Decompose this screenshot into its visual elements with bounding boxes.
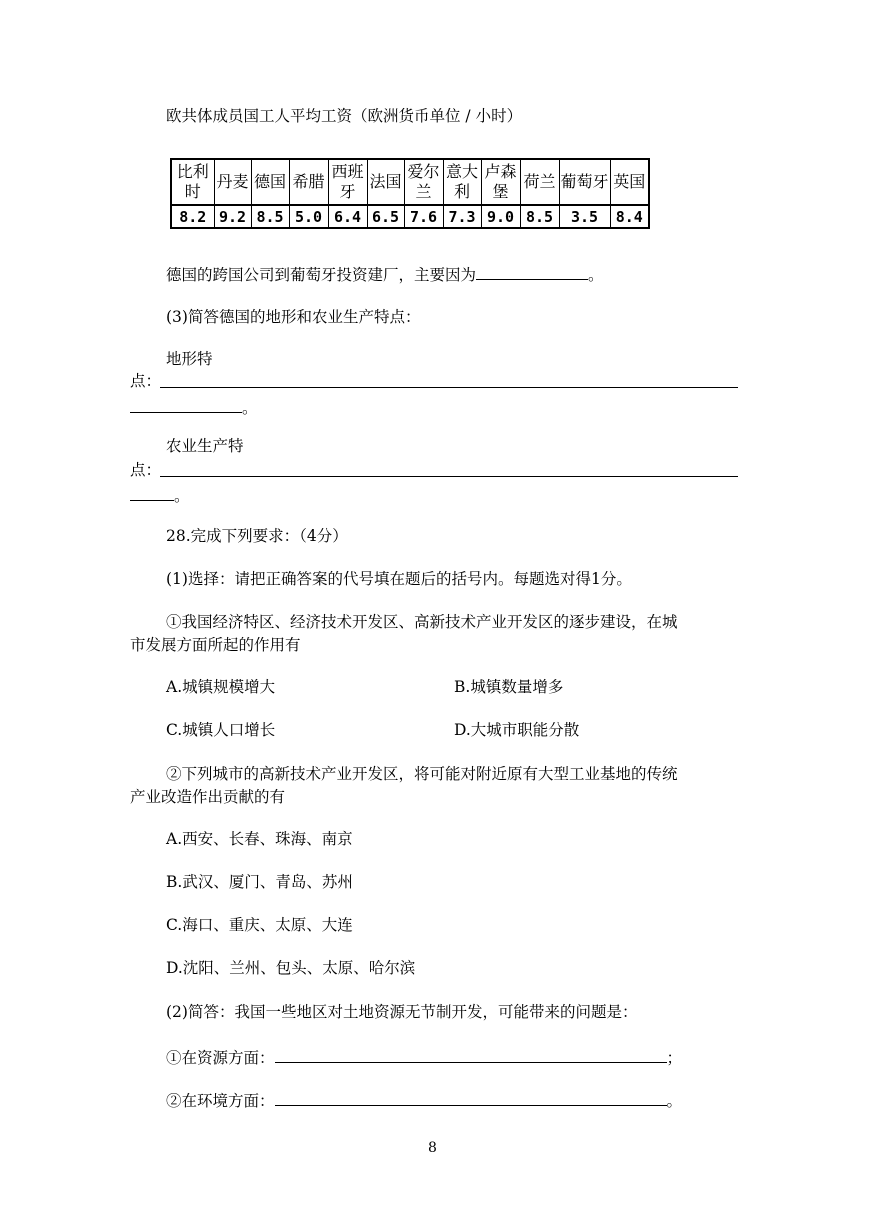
q28-item1-option-a: A.城镇规模增大 (166, 678, 276, 696)
table-title: 欧共体成员国工人平均工资（欧洲货币单位 / 小时） (166, 107, 523, 125)
environment-label: ②在环境方面： (166, 1092, 275, 1110)
wage-table (170, 158, 650, 229)
country-cell: 英国 (610, 159, 649, 205)
q28-instruction: (1)选择：请把正确答案的代号填在题后的括号内。每题选对得1分。 (166, 570, 632, 588)
resource-end: ； (666, 1049, 683, 1067)
country-cell: 法国 (367, 159, 404, 205)
portugal-question (166, 263, 604, 285)
country-cell: 比利时 (171, 159, 214, 205)
agri-answer-blank[interactable] (130, 484, 174, 501)
wage-cell: 6.4 (328, 205, 367, 228)
country-cell: 葡萄牙 (559, 159, 610, 205)
portugal-question-text: 德国的跨国公司到葡萄牙投资建厂，主要因为 (166, 266, 477, 284)
q28-item2-option-a: A.西安、长春、珠海、南京 (166, 830, 353, 848)
country-cell: 德国 (251, 159, 289, 205)
agri-end: 。 (174, 487, 190, 505)
wage-cell: 8.5 (251, 205, 289, 228)
wage-cell: 9.2 (214, 205, 251, 228)
resource-label: ①在资源方面： (166, 1049, 275, 1067)
country-row (171, 159, 649, 205)
wage-cell: 7.6 (404, 205, 443, 228)
wage-cell: 8.2 (171, 205, 214, 228)
q28-item2-line1: ②下列城市的高新技术产业开发区，将可能对附近原有大型工业基地的传统 (166, 765, 678, 783)
resource-answer-blank[interactable] (275, 1046, 667, 1063)
q28-title: 28.完成下列要求：（4分） (166, 527, 348, 545)
wage-cell: 8.4 (610, 205, 649, 228)
q28-item2-option-c: C.海口、重庆、太原、大连 (166, 916, 353, 934)
wage-cell: 3.5 (559, 205, 610, 228)
environment-question (166, 1089, 682, 1111)
terrain-label-cont: 点： (130, 372, 162, 390)
agri-label-cont: 点： (130, 461, 162, 479)
q28-item1-option-c: C.城镇人口增长 (166, 721, 276, 739)
terrain-label: 地形特 (166, 350, 213, 368)
q28-item1-option-d: D.大城市职能分散 (454, 721, 580, 739)
portugal-question-end: 。 (588, 266, 604, 284)
country-cell: 意大利 (443, 159, 481, 205)
country-cell: 丹麦 (214, 159, 251, 205)
q3-title: (3)简答德国的地形和农业生产特点： (166, 308, 421, 326)
country-cell: 爱尔兰 (404, 159, 443, 205)
terrain-end: 。 (242, 399, 258, 417)
agri-answer-line2 (130, 484, 190, 506)
agri-label: 农业生产特 (166, 437, 244, 455)
wage-row (171, 205, 649, 228)
wage-cell: 5.0 (289, 205, 328, 228)
wage-cell: 7.3 (443, 205, 481, 228)
environment-answer-blank[interactable] (275, 1089, 667, 1106)
environment-end: 。 (666, 1092, 683, 1110)
wage-cell: 8.5 (520, 205, 559, 228)
country-cell: 卢森堡 (481, 159, 520, 205)
q28-item2-option-d: D.沈阳、兰州、包头、太原、哈尔滨 (166, 959, 416, 977)
portugal-answer-blank[interactable] (476, 263, 588, 280)
wage-cell: 9.0 (481, 205, 520, 228)
terrain-answer-line2 (130, 396, 258, 418)
terrain-answer-blank[interactable] (130, 396, 242, 413)
country-cell: 西班牙 (328, 159, 367, 205)
resource-question (166, 1046, 682, 1068)
terrain-answer-line[interactable] (160, 387, 738, 388)
wage-cell: 6.5 (367, 205, 404, 228)
q28-item1-line2: 市发展方面所起的作用有 (130, 636, 301, 654)
country-cell: 希腊 (289, 159, 328, 205)
q28-item2-option-b: B.武汉、厦门、青岛、苏州 (166, 873, 353, 891)
q28-item1-line1: ①我国经济特区、经济技术开发区、高新技术产业开发区的逐步建设，在城 (166, 613, 678, 631)
agri-answer-line[interactable] (160, 476, 738, 477)
q28-item2-line2: 产业改造作出贡献的有 (130, 788, 286, 806)
q28-item1-option-b: B.城镇数量增多 (454, 678, 564, 696)
page-number: 8 (428, 1140, 437, 1156)
short-answer-title: (2)简答：我国一些地区对土地资源无节制开发，可能带来的问题是： (166, 1003, 638, 1021)
country-cell: 荷兰 (520, 159, 559, 205)
